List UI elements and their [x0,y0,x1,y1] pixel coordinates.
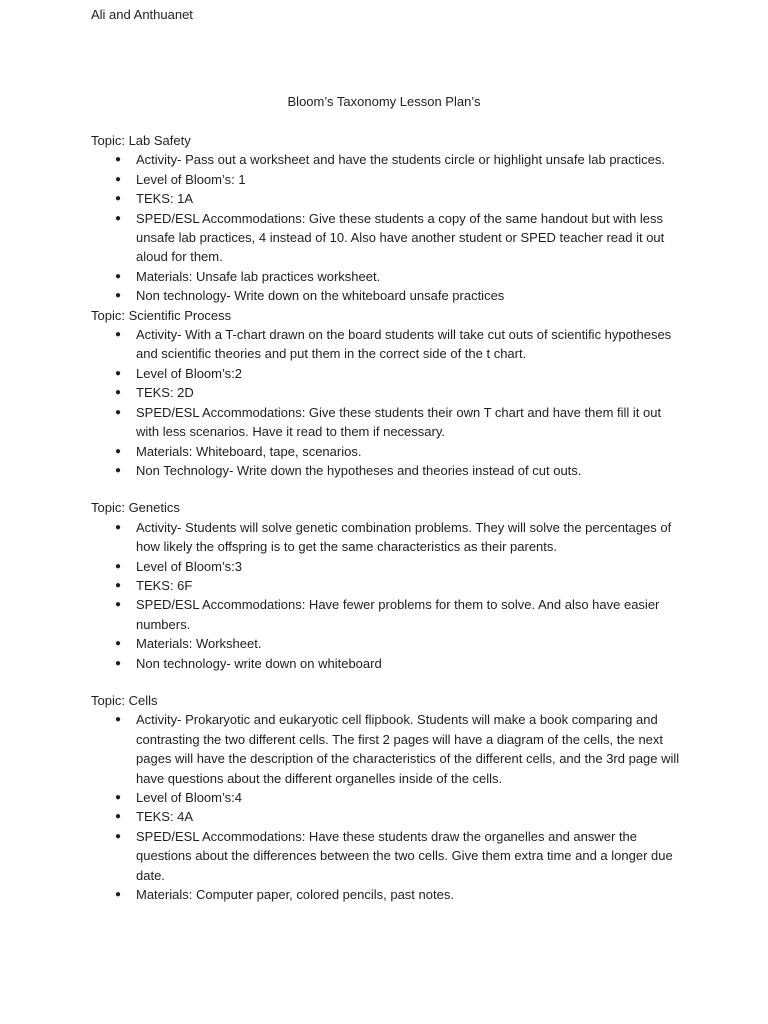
list-item-text: SPED/ESL Accommodations: Give these students a copy of the same handout but with less unsafe lab practices, 4 instead of 10. Also have another student or SPED teacher read it out aloud for them. [136,210,665,265]
list-item-text: Activity- Pass out a worksheet and have the students circle or highlight unsafe lab practices. [136,152,665,168]
list-item [91,461,681,480]
list-item-text: Level of Bloom’s:4 [136,790,242,805]
bullet-icon: ● [115,270,122,282]
list-item [91,383,681,402]
lesson-plan-body [91,131,681,904]
bullet-icon: ● [115,154,122,166]
topic-item-list [91,325,681,480]
list-item [91,827,681,885]
list-item-text: Materials: Worksheet. [136,636,262,652]
list-item-text: SPED/ESL Accommodations: Give these students their own T chart and have them fill it out with less scenarios. Have it read to them if necessary. [136,404,662,440]
list-item [91,885,681,904]
list-item [91,364,681,383]
topic-heading: Topic: Cells [91,692,158,708]
list-item [91,710,681,788]
list-item-text: Materials: Unsafe lab practices worksheet. [136,268,381,284]
list-item [91,403,681,442]
topic-heading: Topic: Scientific Process [91,307,232,323]
topic-item-list [91,710,681,904]
bullet-icon: ● [115,464,122,476]
list-item [91,267,681,286]
list-item [91,518,681,557]
topic-heading: Topic: Genetics [91,500,180,516]
list-item [91,286,681,305]
bullet-icon: ● [115,193,122,205]
bullet-icon: ● [115,290,122,302]
list-item-text: Non technology- Write down on the whiteboard unsafe practices [136,288,505,304]
section-genetics [91,498,681,673]
topic-heading: Topic: Lab Safety [91,133,191,148]
section-cells [91,691,681,904]
bullet-icon: ● [115,657,122,669]
list-item-text: Activity- Students will solve genetic combination problems. They will solve the percentages of how likely the offspring is to get the same characteristics as their parents. [136,519,672,555]
list-item [91,595,681,634]
list-item [91,170,681,189]
list-item-text: SPED/ESL Accommodations: Have fewer problems for them to solve. And also have easier numbers. [136,597,660,632]
bullet-icon: ● [115,173,122,185]
topic-item-list [91,150,681,305]
list-item [91,788,681,807]
list-item [91,442,681,461]
bullet-icon: ● [115,329,122,341]
list-item-text: Level of Bloom’s: 1 [136,171,246,187]
section-scientific-process [91,306,681,481]
bullet-icon: ● [115,367,122,379]
bullet-icon: ● [115,560,122,572]
bullet-icon: ● [115,212,122,224]
list-item-text: TEKS: 4A [136,809,194,825]
list-item [91,557,681,576]
list-item [91,654,681,673]
list-item-text: Activity- With a T-chart drawn on the board students will take cut outs of scientific hypotheses and scientific theories and put them in the correct side of the t chart. [136,327,672,362]
bullet-icon: ● [115,599,122,611]
document-title: Bloom’s Taxonomy Lesson Plan’s [287,94,481,109]
bullet-icon: ● [115,406,122,418]
list-item [91,576,681,595]
bullet-icon: ● [115,830,122,842]
list-item-text: Non technology- write down on whiteboard [136,655,382,671]
bullet-icon: ● [115,579,122,591]
bullet-icon: ● [115,521,122,533]
bullet-icon: ● [115,792,122,803]
bullet-icon: ● [115,638,122,650]
list-item-text: Materials: Whiteboard, tape, scenarios. [136,443,362,459]
list-item-text: Activity- Prokaryotic and eukaryotic cell flipbook. Students will make a book comparing and contrasting the two different cells. The first 2 pages will have a diagram of the cells, the next pages will have the description of the characteristics of the different cells, and the 3rd page will have questions about the different organelles inside of the cells. [136,712,680,786]
authors-line: Ali and Anthuanet [91,7,193,22]
bullet-icon: ● [115,811,122,823]
list-item [91,634,681,653]
list-item [91,150,681,169]
list-item-text: SPED/ESL Accommodations: Have these students draw the organelles and answer the questions about the differences between the two cells. Give them extra time and a longer due date. [136,828,673,883]
topic-item-list [91,518,681,673]
list-item-text: TEKS: 2D [136,385,194,401]
list-item-text: Level of Bloom’s:3 [136,558,242,574]
section-lab-safety [91,131,681,306]
list-item-text: TEKS: 6F [136,577,193,593]
list-item-text: Level of Bloom’s:2 [136,365,242,381]
list-item [91,189,681,208]
list-item [91,209,681,267]
list-item-text: TEKS: 1A [136,191,194,207]
list-item [91,325,681,364]
bullet-icon: ● [115,445,122,457]
list-item-text: Materials: Computer paper, colored pencils, past notes. [136,887,454,903]
list-item-text: Non Technology- Write down the hypotheses and theories instead of cut outs. [136,462,582,478]
bullet-icon: ● [115,714,122,726]
list-item [91,807,681,826]
bullet-icon: ● [115,889,122,901]
bullet-icon: ● [115,387,122,399]
